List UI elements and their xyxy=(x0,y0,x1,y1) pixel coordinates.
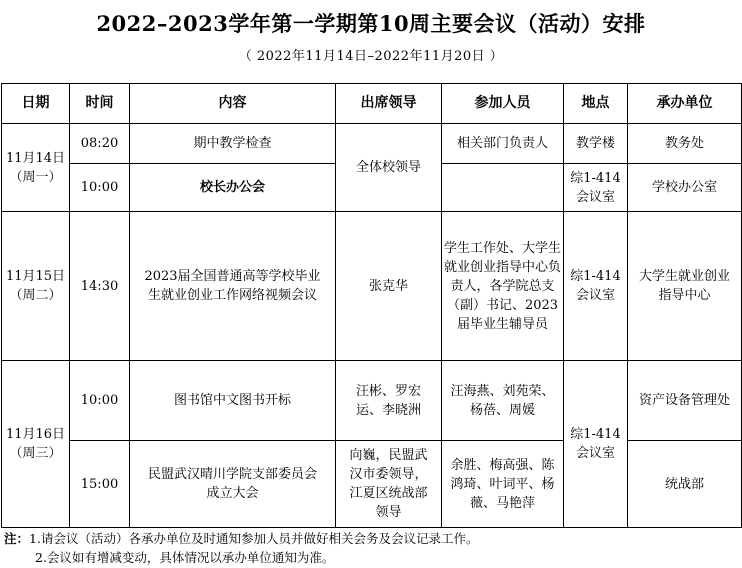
header-date: 日期 xyxy=(2,84,70,124)
table-row xyxy=(2,441,742,528)
header-participants: 参加人员 xyxy=(442,84,564,124)
date-label: 11月15日 xyxy=(5,269,66,284)
organizer-cell: 资产设备管理处 xyxy=(628,361,742,441)
date-label: 11月14日 xyxy=(5,150,66,166)
leader-cell: 张克华 xyxy=(336,212,442,361)
participants-cell: 汪海燕、刘苑荣、杨蓓、周媛 xyxy=(442,361,564,441)
note-line-1 xyxy=(4,529,740,548)
note-text-1: 1.请会议（活动）各承办单位及时通知参加人员并做好相关会务及会议记录工作。 xyxy=(29,531,479,546)
time-cell: 08:20 xyxy=(70,124,130,164)
organizer-cell: 教务处 xyxy=(628,124,742,164)
leader-cell: 向巍，民盟武汉市委领导，江夏区统战部领导 xyxy=(336,441,442,528)
leader-cell: 全体校领导 xyxy=(336,124,442,212)
table-row xyxy=(2,361,742,441)
header-content: 内容 xyxy=(130,84,336,124)
page-subtitle: （ 2022年11月14日–2022年11月20日 ） xyxy=(238,49,504,64)
date-cell xyxy=(2,124,70,212)
location-cell: 综1-414会议室 xyxy=(564,212,628,361)
weekday-label: （周一） xyxy=(9,169,62,185)
content-cell: 民盟武汉晴川学院支部委员会成立大会 xyxy=(130,441,336,528)
location-cell: 综1-414会议室 xyxy=(564,164,628,212)
participants-cell xyxy=(442,164,564,212)
header-time: 时间 xyxy=(70,84,130,124)
schedule-table xyxy=(1,83,742,528)
date-cell xyxy=(2,361,70,528)
organizer-cell: 统战部 xyxy=(628,441,742,528)
time-cell: 10:00 xyxy=(70,164,130,212)
weekday-label: （周三） xyxy=(9,446,62,461)
participants-cell: 学生工作处、大学生就业创业指导中心负责人，各学院总支（副）书记、2023届毕业生辅导员 xyxy=(442,212,564,361)
header-organizer: 承办单位 xyxy=(628,84,742,124)
notes xyxy=(4,529,740,567)
header-location: 地点 xyxy=(564,84,628,124)
page-title: 2022–2023学年第一学期第10周主要会议（活动）安排 xyxy=(96,11,646,36)
date-cell xyxy=(2,212,70,361)
content-cell: 期中教学检查 xyxy=(130,124,336,164)
content-cell: 校长办公会 xyxy=(130,164,336,212)
weekday-label: （周二） xyxy=(9,288,62,303)
table-header-row xyxy=(2,84,742,124)
content-cell: 2023届全国普通高等学校毕业生就业创业工作网络视频会议 xyxy=(130,212,336,361)
organizer-cell: 学校办公室 xyxy=(628,164,742,212)
location-cell: 综1-414会议室 xyxy=(564,361,628,528)
content-cell: 图书馆中文图书开标 xyxy=(130,361,336,441)
time-cell: 10:00 xyxy=(70,361,130,441)
organizer-cell: 大学生就业创业指导中心 xyxy=(628,212,742,361)
table-row xyxy=(2,212,742,361)
notes-lead: 注： xyxy=(4,531,30,546)
header-leader: 出席领导 xyxy=(336,84,442,124)
time-cell: 14:30 xyxy=(70,212,130,361)
note-line-2: 2.会议如有增减变动，具体情况以承办单位通知为准。 xyxy=(35,550,335,565)
time-cell: 15:00 xyxy=(70,441,130,528)
participants-cell: 相关部门负责人 xyxy=(442,124,564,164)
table-row xyxy=(2,124,742,164)
date-label: 11月16日 xyxy=(5,427,66,442)
participants-cell: 余胜、梅高强、陈鸿琦、叶词平、杨薇、马艳萍 xyxy=(442,441,564,528)
location-cell: 教学楼 xyxy=(564,124,628,164)
leader-cell: 汪彬、罗宏运、李晓洲 xyxy=(336,361,442,441)
